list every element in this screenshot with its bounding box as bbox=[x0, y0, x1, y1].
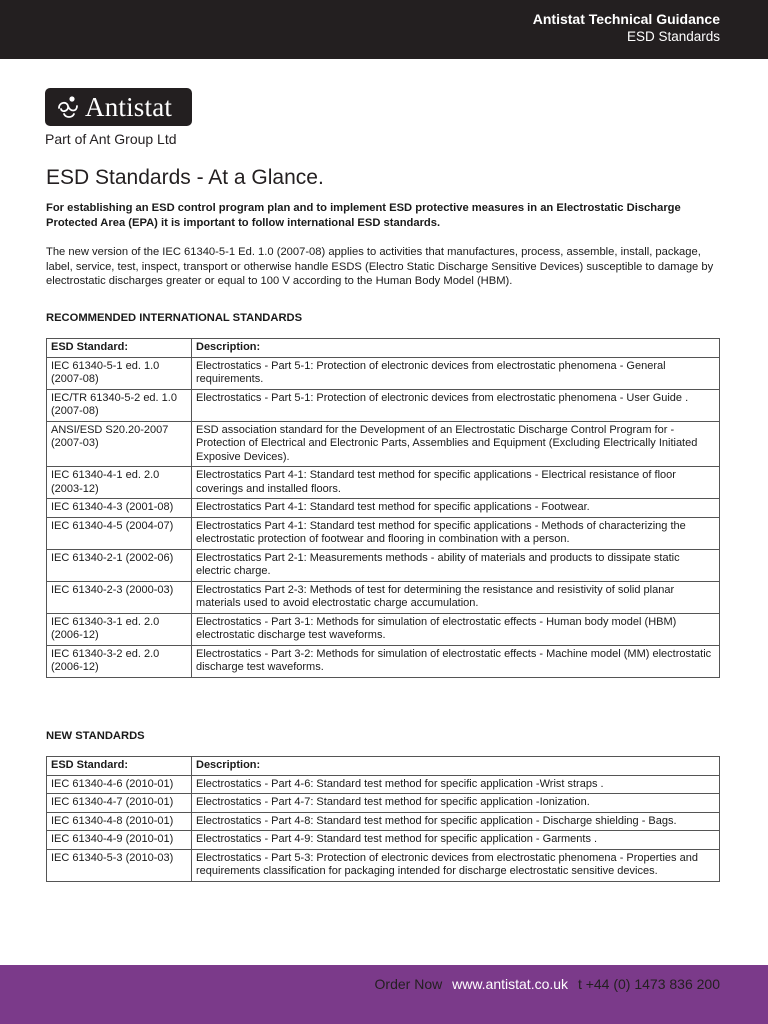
standard-cell: IEC 61340-4-7 (2010-01) bbox=[47, 794, 192, 813]
website-link[interactable]: www.antistat.co.uk bbox=[452, 976, 569, 992]
description-cell: Electrostatics Part 4-1: Standard test method for specific applications - Methods of characterizing the electrostatic protection of footwear and flooring in combination with a person. bbox=[192, 517, 720, 549]
standard-cell: IEC 61340-4-9 (2010-01) bbox=[47, 831, 192, 850]
table-row bbox=[47, 831, 720, 850]
recommended-standards-heading: RECOMMENDED INTERNATIONAL STANDARDS bbox=[46, 312, 303, 324]
table-row bbox=[47, 499, 720, 518]
table-header-row bbox=[47, 339, 720, 358]
table-header-row bbox=[47, 757, 720, 776]
table-row bbox=[47, 517, 720, 549]
standard-cell: IEC/TR 61340-5-2 ed. 1.0 (2007-08) bbox=[47, 389, 192, 421]
column-header-standard: ESD Standard: bbox=[47, 339, 192, 358]
table-row bbox=[47, 421, 720, 467]
standard-cell: IEC 61340-4-3 (2001-08) bbox=[47, 499, 192, 518]
description-cell: Electrostatics - Part 4-6: Standard test method for specific application -Wrist straps . bbox=[192, 775, 720, 794]
standard-cell: IEC 61340-5-1 ed. 1.0 (2007-08) bbox=[47, 357, 192, 389]
description-cell: Electrostatics - Part 4-7: Standard test method for specific application -Ionization. bbox=[192, 794, 720, 813]
standard-cell: IEC 61340-2-3 (2000-03) bbox=[47, 581, 192, 613]
description-cell: ESD association standard for the Development of an Electrostatic Discharge Control Program for - Protection of Electrical and Electronic Parts, Assemblies and Equipment (Excluding Electrically Initiated Exposive Devices). bbox=[192, 421, 720, 467]
column-header-description: Description: bbox=[192, 339, 720, 358]
logo-text: Antistat bbox=[85, 91, 173, 122]
table-row bbox=[47, 357, 720, 389]
standard-cell: IEC 61340-3-2 ed. 2.0 (2006-12) bbox=[47, 645, 192, 677]
standard-cell: IEC 61340-4-6 (2010-01) bbox=[47, 775, 192, 794]
description-cell: Electrostatics Part 4-1: Standard test method for specific applications - Footwear. bbox=[192, 499, 720, 518]
table-row bbox=[47, 467, 720, 499]
logo-tagline: Part of Ant Group Ltd bbox=[45, 131, 177, 147]
description-cell: Electrostatics - Part 4-8: Standard test method for specific application - Discharge shielding - Bags. bbox=[192, 812, 720, 831]
footer-bar bbox=[0, 965, 768, 1024]
description-cell: Electrostatics - Part 5-3: Protection of electronic devices from electrostatic phenomena - Properties and requirements classification for packaging intended for discharge electrostatic sensitive devices. bbox=[192, 849, 720, 881]
description-cell: Electrostatics Part 2-3: Methods of test for determining the resistance and resistivity of solid planar materials used to avoid electrostatic charge accumulation. bbox=[192, 581, 720, 613]
table-row bbox=[47, 775, 720, 794]
antistat-logo bbox=[45, 88, 192, 126]
column-header-description: Description: bbox=[192, 757, 720, 776]
intro-bold-paragraph: For establishing an ESD control program plan and to implement ESD protective measures in an Electrostatic Discharge Protected Area (EPA) it is important to follow international ESD standards. bbox=[46, 202, 681, 229]
description-cell: Electrostatics - Part 5-1: Protection of electronic devices from electrostatic phenomena - General requirements. bbox=[192, 357, 720, 389]
description-cell: Electrostatics - Part 5-1: Protection of electronic devices from electrostatic phenomena - User Guide . bbox=[192, 389, 720, 421]
recommended-standards-table bbox=[46, 338, 720, 678]
header-bar bbox=[0, 0, 768, 59]
order-now-label: Order Now bbox=[374, 976, 443, 992]
description-cell: Electrostatics Part 4-1: Standard test method for specific applications - Electrical resistance of floor coverings and installed floors. bbox=[192, 467, 720, 499]
description-cell: Electrostatics - Part 3-1: Methods for simulation of electrostatic effects - Human body model (HBM) electrostatic discharge test waveforms. bbox=[192, 613, 720, 645]
new-standards-table bbox=[46, 756, 720, 882]
standard-cell: IEC 61340-4-8 (2010-01) bbox=[47, 812, 192, 831]
standard-cell: IEC 61340-4-1 ed. 2.0 (2003-12) bbox=[47, 467, 192, 499]
intro-body-paragraph: The new version of the IEC 61340-5-1 Ed. 1.0 (2007-08) applies to activities that manufactures, process, assemble, install, package, label, service, test, inspect, transport or otherwise handle ESDS (Electro Static Discharge Sensitive Devices) susceptible to damage by electrostatic discharges greater or equal to 100 V according to the Human Body Model (HBM). bbox=[46, 246, 714, 287]
swirl-figure-icon bbox=[55, 94, 81, 120]
new-standards-heading: NEW STANDARDS bbox=[46, 730, 145, 742]
standard-cell: IEC 61340-5-3 (2010-03) bbox=[47, 849, 192, 881]
phone-number: t +44 (0) 1473 836 200 bbox=[577, 976, 720, 992]
table-row bbox=[47, 849, 720, 881]
table-row bbox=[47, 389, 720, 421]
header-title: Antistat Technical Guidance bbox=[532, 11, 720, 27]
standard-cell: IEC 61340-2-1 (2002-06) bbox=[47, 549, 192, 581]
table-row bbox=[47, 645, 720, 677]
table-row bbox=[47, 794, 720, 813]
standard-cell: IEC 61340-4-5 (2004-07) bbox=[47, 517, 192, 549]
standard-cell: ANSI/ESD S20.20-2007 (2007-03) bbox=[47, 421, 192, 467]
description-cell: Electrostatics Part 2-1: Measurements methods - ability of materials and products to dissipate static electric charge. bbox=[192, 549, 720, 581]
description-cell: Electrostatics - Part 3-2: Methods for simulation of electrostatic effects - Machine model (MM) electrostatic discharge test waveforms. bbox=[192, 645, 720, 677]
standard-cell: IEC 61340-3-1 ed. 2.0 (2006-12) bbox=[47, 613, 192, 645]
header-subtitle: ESD Standards bbox=[626, 29, 720, 44]
page-title: ESD Standards - At a Glance. bbox=[46, 166, 324, 189]
table-row bbox=[47, 549, 720, 581]
table-row bbox=[47, 581, 720, 613]
column-header-standard: ESD Standard: bbox=[47, 757, 192, 776]
table-row bbox=[47, 812, 720, 831]
table-row bbox=[47, 613, 720, 645]
description-cell: Electrostatics - Part 4-9: Standard test method for specific application - Garments . bbox=[192, 831, 720, 850]
